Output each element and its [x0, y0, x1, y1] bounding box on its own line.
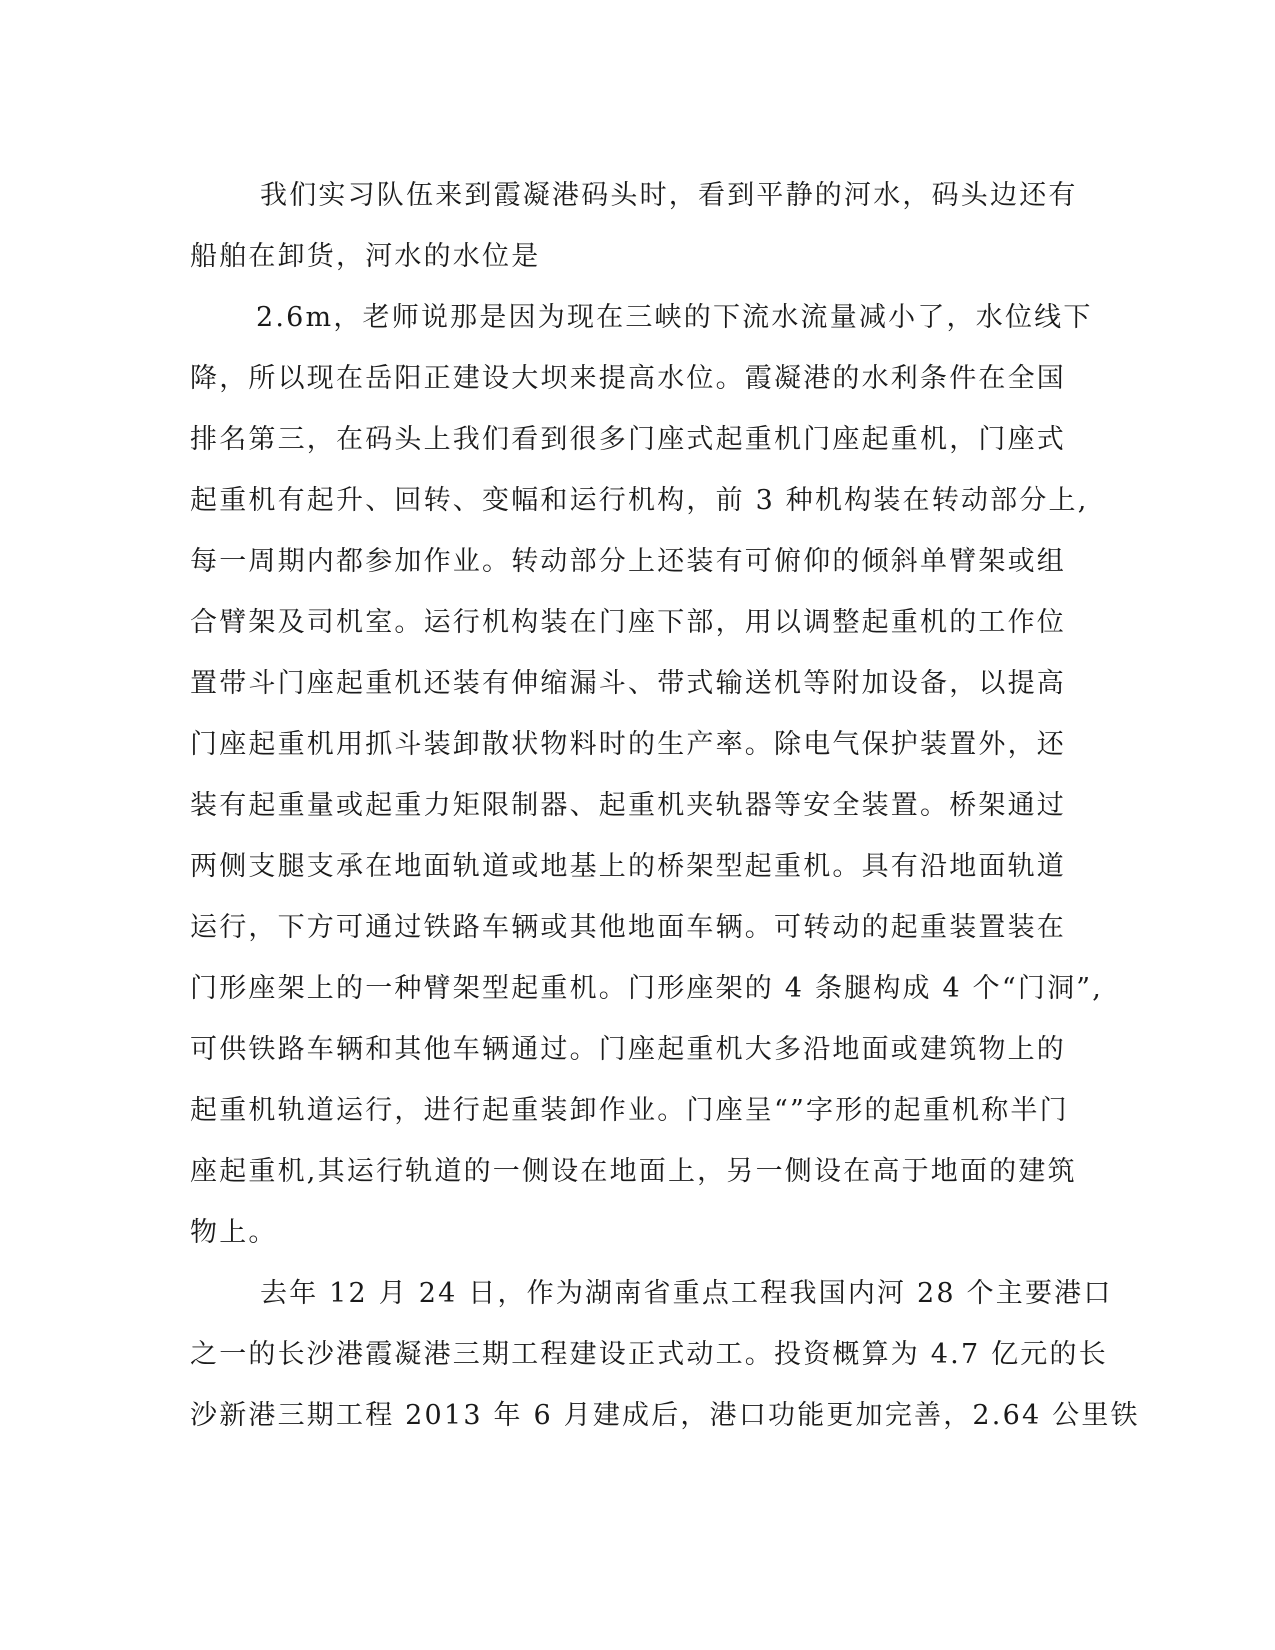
body-text [190, 165, 1140, 1446]
paragraph-3 [190, 1263, 1140, 1446]
text-line: 起重机轨道运行，进行起重装卸作业。门座呈“”字形的起重机称半门 [190, 1095, 1069, 1126]
paragraph-1 [190, 165, 1078, 287]
text-line: 起重机有起升、回转、变幅和运行机构，前 3 种机构装在转动部分上, [190, 485, 1089, 516]
text-line: 去年 12 月 24 日，作为湖南省重点工程我国内河 28 个主要港口 [260, 1278, 1113, 1309]
text-line: 我们实习队伍来到霞凝港码头时，看到平静的河水，码头边还有 [260, 180, 1078, 211]
text-line: 门形座架上的一种臂架型起重机。门形座架的 4 条腿构成 4 个“门洞”, [190, 973, 1104, 1004]
text-line: 降，所以现在岳阳正建设大坝来提高水位。霞凝港的水利条件在全国 [190, 363, 1066, 394]
text-line: 2.6m，老师说那是因为现在三峡的下流水流量减小了，水位线下 [256, 302, 1093, 333]
text-line: 船舶在卸货，河水的水位是 [190, 241, 541, 272]
text-line: 装有起重量或起重力矩限制器、起重机夹轨器等安全装置。桥架通过 [190, 790, 1066, 821]
text-line: 沙新港三期工程 2013 年 6 月建成后，港口功能更加完善，2.64 公里铁 [190, 1400, 1140, 1431]
text-line: 置带斗门座起重机还装有伸缩漏斗、带式输送机等附加设备，以提高 [190, 668, 1066, 699]
paragraph-2 [190, 287, 1104, 1263]
text-line: 排名第三，在码头上我们看到很多门座式起重机门座起重机，门座式 [190, 424, 1066, 455]
text-line: 之一的长沙港霞凝港三期工程建设正式动工。投资概算为 4.7 亿元的长 [190, 1339, 1108, 1370]
text-line: 合臂架及司机室。运行机构装在门座下部，用以调整起重机的工作位 [190, 607, 1066, 638]
text-line: 运行，下方可通过铁路车辆或其他地面车辆。可转动的起重装置装在 [190, 912, 1066, 943]
text-line: 两侧支腿支承在地面轨道或地基上的桥架型起重机。具有沿地面轨道 [190, 851, 1066, 882]
text-line: 物上。 [190, 1217, 278, 1248]
text-line: 座起重机,其运行轨道的一侧设在地面上，另一侧设在高于地面的建筑 [190, 1156, 1077, 1187]
text-line: 每一周期内都参加作业。转动部分上还装有可俯仰的倾斜单臂架或组 [190, 546, 1066, 577]
text-line: 可供铁路车辆和其他车辆通过。门座起重机大多沿地面或建筑物上的 [190, 1034, 1066, 1065]
text-line: 门座起重机用抓斗装卸散状物料时的生产率。除电气保护装置外，还 [190, 729, 1066, 760]
